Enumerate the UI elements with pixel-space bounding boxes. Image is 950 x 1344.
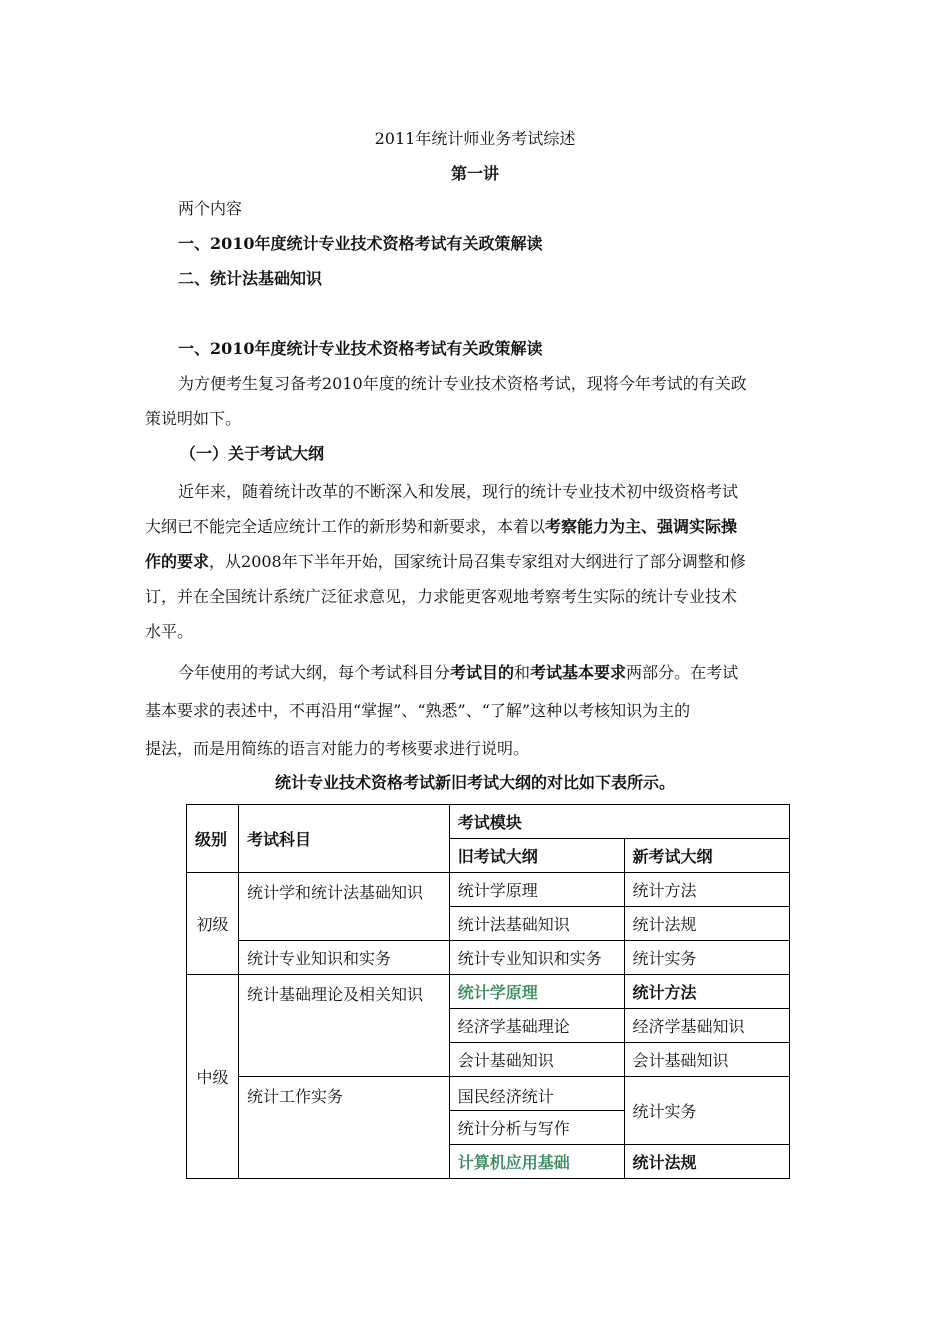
table-row (187, 975, 790, 1009)
level-junior: 初级 (187, 873, 239, 975)
table-row (187, 1077, 790, 1111)
paragraph-3-text: 两部分。在考试 (626, 663, 739, 682)
emphasis-text: 作的要求 (145, 552, 210, 571)
emphasis-text: 考试目的 (450, 663, 515, 682)
toc-item-2: 二、统计法基础知识 (178, 269, 323, 288)
subject-cell: 统计专业知识和实务 (238, 941, 449, 975)
intro-text: 两个内容 (178, 199, 243, 218)
header-new-syllabus: 新考试大纲 (624, 839, 790, 873)
table-header-row (187, 805, 790, 839)
old-module-cell: 会计基础知识 (449, 1043, 624, 1077)
emphasis-text: 考察能力为主、强调实际操 (545, 517, 738, 536)
subsection-heading: （一）关于考试大纲 (180, 444, 325, 463)
subject-cell: 统计学和统计法基础知识 (238, 873, 449, 941)
header-level: 级别 (187, 805, 239, 873)
paragraph-2-text: 大纲已不能完全适应统计工作的新形势和新要求，本着以 (145, 517, 546, 536)
header-module: 考试模块 (449, 805, 789, 839)
new-module-cell: 经济学基础知识 (624, 1009, 790, 1043)
paragraph-2-line: 水平。 (145, 622, 194, 641)
paragraph-3-text: 和 (514, 663, 531, 682)
paragraph-2-text: ，从2008年下半年开始，国家统计局召集专家组对大纲进行了部分调整和修 (209, 552, 746, 571)
paragraph-3-line (178, 663, 738, 683)
level-middle: 中级 (187, 975, 239, 1179)
old-module-cell: 统计专业知识和实务 (449, 941, 624, 975)
new-module-cell: 统计方法 (624, 873, 790, 907)
new-module-cell-bold: 统计法规 (624, 1145, 790, 1179)
table-caption: 统计专业技术资格考试新旧考试大纲的对比如下表所示。 (274, 773, 675, 792)
old-module-cell-highlight: 计算机应用基础 (449, 1145, 624, 1179)
header-old-syllabus: 旧考试大纲 (449, 839, 624, 873)
lecture-label: 第一讲 (450, 164, 499, 183)
paragraph-3-line: 提法，而是用简练的语言对能力的考核要求进行说明。 (145, 739, 530, 758)
new-module-cell: 统计实务 (624, 941, 790, 975)
emphasis-text: 考试基本要求 (530, 663, 627, 682)
paragraph-2-line (145, 552, 746, 572)
toc-item-1: 一、2010年度统计专业技术资格考试有关政策解读 (178, 234, 543, 253)
new-module-cell: 统计法规 (624, 907, 790, 941)
old-module-cell: 国民经济统计 (449, 1077, 624, 1111)
paragraph-1-line: 策说明如下。 (145, 409, 242, 428)
old-module-cell: 统计学原理 (449, 873, 624, 907)
new-module-cell: 会计基础知识 (624, 1043, 790, 1077)
paragraph-3-text: 今年使用的考试大纲，每个考试科目分 (178, 663, 451, 682)
header-subject: 考试科目 (238, 805, 449, 873)
old-module-cell: 统计分析与写作 (449, 1111, 624, 1145)
table-row (187, 941, 790, 975)
doc-title: 2011年统计师业务考试综述 (374, 129, 576, 148)
new-module-cell: 统计实务 (624, 1077, 790, 1145)
paragraph-2-line: 订，并在全国统计系统广泛征求意见，力求能更客观地考察考生实际的统计专业技术 (145, 587, 738, 606)
paragraph-2-line (145, 517, 737, 537)
subject-cell: 统计基础理论及相关知识 (238, 975, 449, 1077)
paragraph-3-line: 基本要求的表述中，不再沿用“掌握”、“熟悉”、“了解”这种以考核知识为主的 (145, 701, 691, 720)
syllabus-comparison-table (186, 804, 790, 1179)
old-module-cell-highlight: 统计学原理 (449, 975, 624, 1009)
section-heading: 一、2010年度统计专业技术资格考试有关政策解读 (178, 339, 543, 358)
paragraph-2-line: 近年来，随着统计改革的不断深入和发展，现行的统计专业技术初中级资格考试 (178, 482, 739, 501)
subject-cell: 统计工作实务 (238, 1077, 449, 1179)
paragraph-1-line: 为方便考生复习备考2010年度的统计专业技术资格考试，现将今年考试的有关政 (178, 374, 747, 393)
old-module-cell: 经济学基础理论 (449, 1009, 624, 1043)
new-module-cell-bold: 统计方法 (624, 975, 790, 1009)
old-module-cell: 统计法基础知识 (449, 907, 624, 941)
table-row (187, 873, 790, 907)
